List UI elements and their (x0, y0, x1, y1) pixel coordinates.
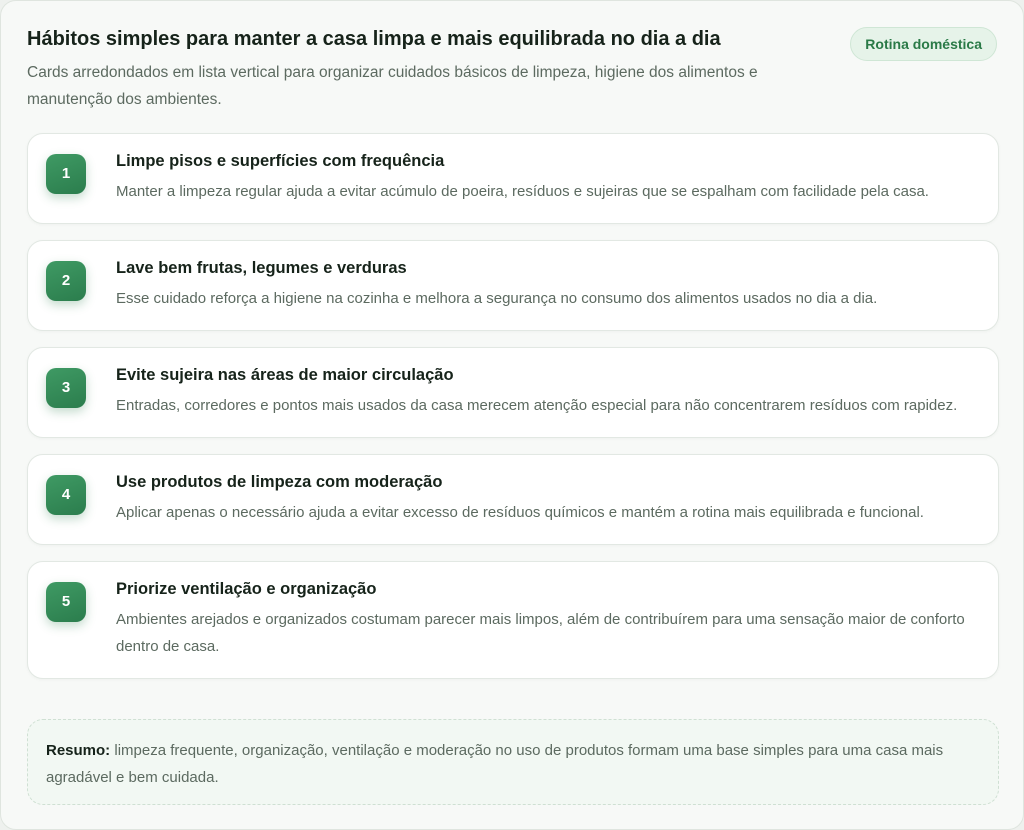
habits-list (27, 133, 999, 695)
habit-title: Evite sujeira nas áreas de maior circulação (116, 366, 454, 384)
step-number-badge: 2 (46, 261, 86, 301)
page-title: Hábitos simples para manter a casa limpa e mais equilibrada no dia a dia (27, 28, 721, 50)
habit-card-1 (27, 133, 999, 224)
habit-description: Esse cuidado reforça a higiene na cozinha e melhora a segurança no consumo dos alimentos usados no dia a dia. (116, 290, 878, 307)
habit-description: Manter a limpeza regular ajuda a evitar acúmulo de poeira, resíduos e sujeiras que se espalham com facilidade pela casa. (116, 183, 929, 200)
habit-description: Entradas, corredores e pontos mais usados da casa merecem atenção especial para não concentrarem resíduos com rapidez. (116, 397, 958, 414)
step-number-badge: 5 (46, 582, 86, 622)
summary-box (27, 719, 999, 805)
habit-title: Limpe pisos e superfícies com frequência (116, 152, 445, 170)
habit-card-2 (27, 240, 999, 331)
summary-text: limpeza frequente, organização, ventilação e moderação no uso de produtos formam uma base simples para uma casa mais agradável e bem cuidada. (46, 742, 944, 786)
page-subtitle: Cards arredondados em lista vertical para organizar cuidados básicos de limpeza, higiene dos alimentos e manutenção dos ambientes. (27, 64, 758, 108)
habit-title: Use produtos de limpeza com moderação (116, 473, 443, 491)
habit-description: Ambientes arejados e organizados costumam parecer mais limpos, além de contribuírem para uma sensação maior de conforto dentro de casa. (116, 611, 965, 655)
habit-title: Lave bem frutas, legumes e verduras (116, 259, 407, 277)
step-number-badge: 4 (46, 475, 86, 515)
summary-label: Resumo: (46, 742, 111, 759)
category-badge: Rotina doméstica (850, 27, 997, 61)
habit-card-5 (27, 561, 999, 679)
habit-card-3 (27, 347, 999, 438)
header (27, 25, 827, 113)
step-number-badge: 1 (46, 154, 86, 194)
habit-description: Aplicar apenas o necessário ajuda a evitar excesso de resíduos químicos e mantém a rotina mais equilibrada e funcional. (116, 504, 924, 521)
step-number-badge: 3 (46, 368, 86, 408)
habit-title: Priorize ventilação e organização (116, 580, 377, 598)
habit-card-4 (27, 454, 999, 545)
